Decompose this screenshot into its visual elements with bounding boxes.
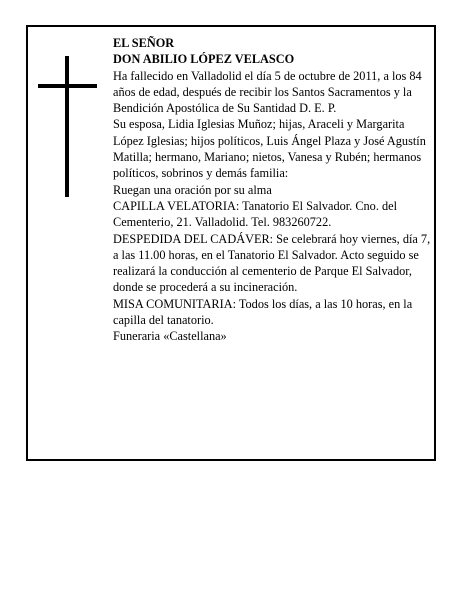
obituary-text [113,35,433,345]
cross-horizontal-bar [38,84,97,88]
chapel-info: CAPILLA VELATORIA: Tanatorio El Salvador. Cno. del Cementerio, 21. Valladolid. Tel. 983260722. [113,198,397,230]
funeral-home: Funeraria «Castellana» [113,329,227,344]
farewell-info: DESPEDIDA DEL CADÁVER: Se celebrará hoy viernes, día 7, a las 11.00 horas, en el Tanatorio El Salvador. Acto seguido se realizará la conducción al cementerio de Parque El Salvador, donde se procederá a su incineración. [113,231,431,295]
death-announcement: Ha fallecido en Valladolid el día 5 de octubre de 2011, a los 84 años de edad, después de recibir los Santos Sacramentos y la Bendición Apostólica de Su Santidad D. E. P. [113,68,422,116]
mass-info: MISA COMUNITARIA: Todos los días, a las 10 horas, en la capilla del tanatorio. [113,296,413,328]
prayer-request: Ruegan una oración por su alma [113,182,272,197]
cross-vertical-bar [65,56,69,197]
family-list: Su esposa, Lidia Iglesias Muñoz; hijas, Araceli y Margarita López Iglesias; hijos políticos, Luis Ángel Plaza y José Agustín Matilla; hermano, Mariano; nietos, Vanesa y Rubén; hermanos políticos, sobrinos y demás familia: [113,117,426,181]
title-line-1: EL SEÑOR [113,36,175,50]
deceased-name: DON ABILIO LÓPEZ VELASCO [113,52,295,67]
